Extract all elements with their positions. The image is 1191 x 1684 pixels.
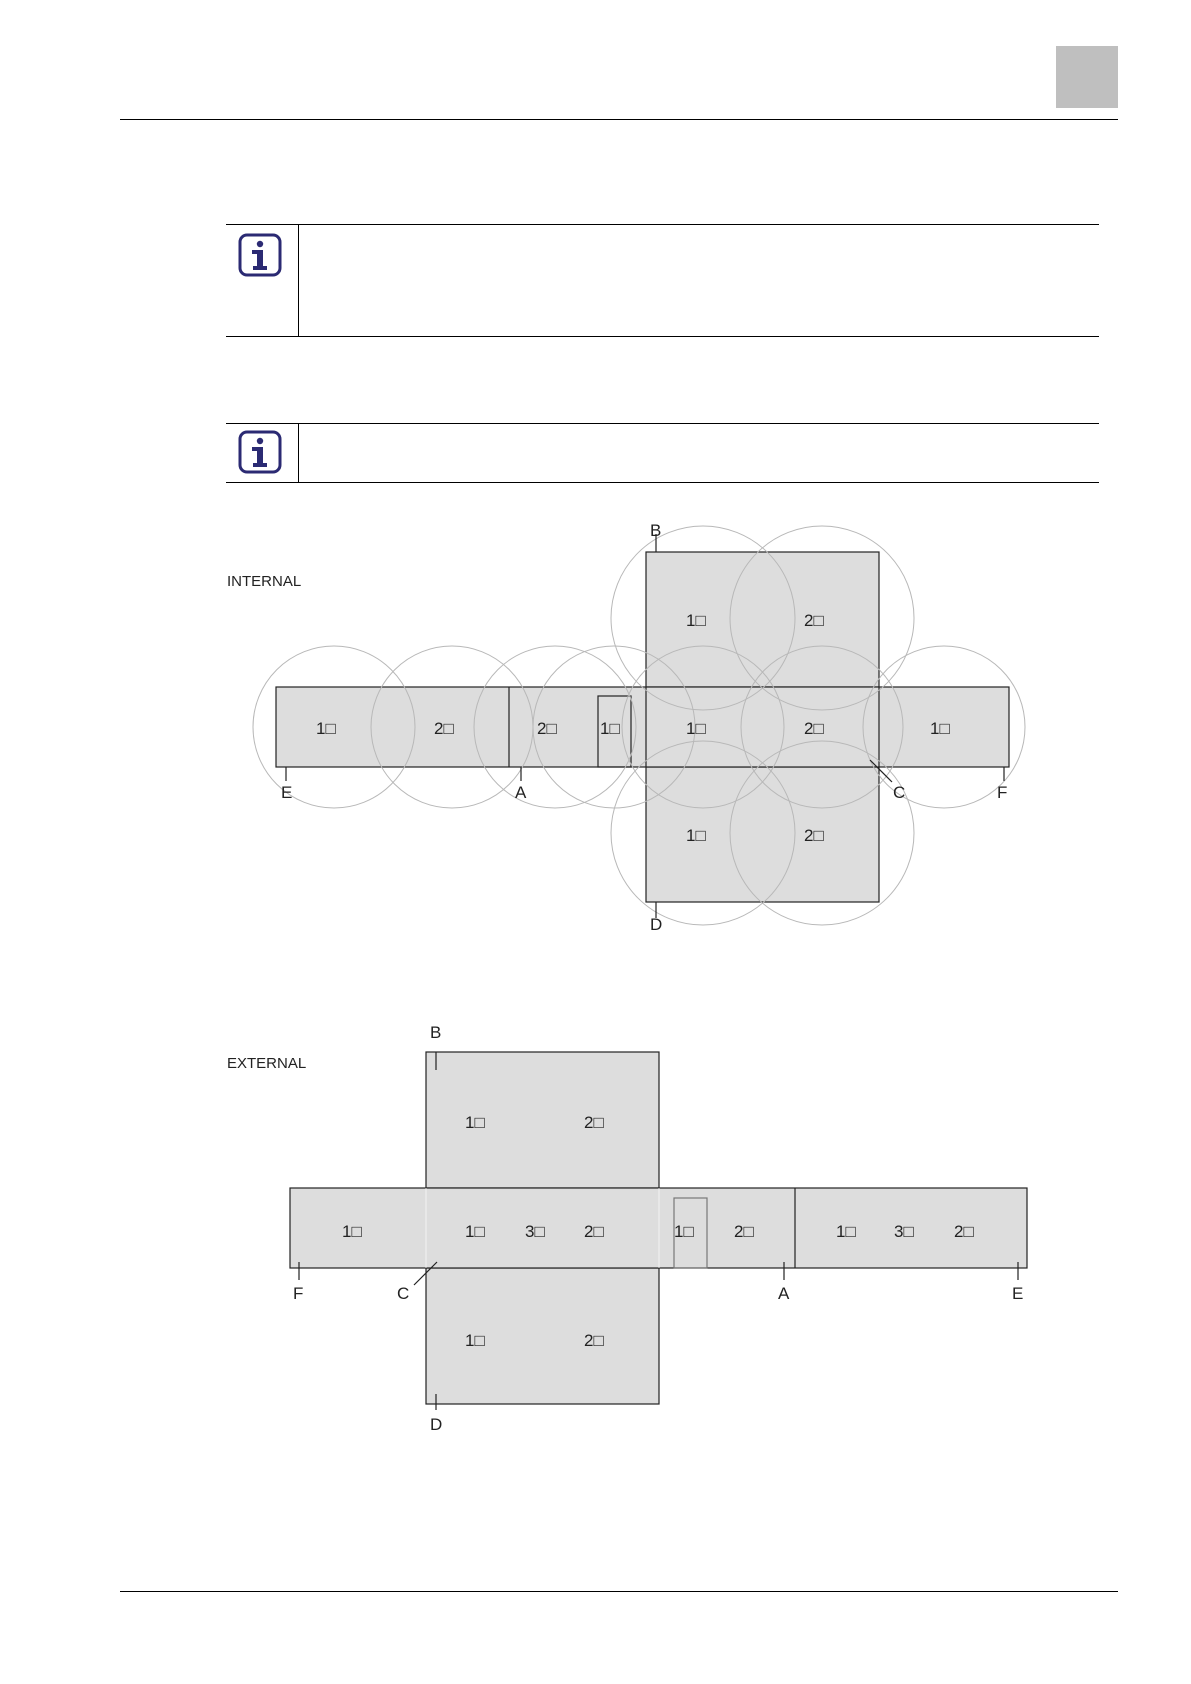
external-wall-d [426, 1268, 659, 1404]
zone-label: 3□ [525, 1222, 545, 1241]
zone-label: 1□ [600, 719, 620, 738]
zone-label: 3□ [894, 1222, 914, 1241]
footer-rule [120, 1591, 1118, 1592]
marker-a: A [515, 783, 527, 802]
zone-label: 1□ [674, 1222, 694, 1241]
zone-label: 2□ [584, 1222, 604, 1241]
marker-e: E [281, 783, 293, 802]
marker-f: F [293, 1284, 304, 1303]
marker-d: D [650, 915, 663, 934]
marker-b: B [650, 521, 662, 540]
internal-title: INTERNAL [227, 573, 302, 590]
zone-label: 2□ [537, 719, 557, 738]
marker-d: D [430, 1415, 443, 1434]
marker-e: E [1012, 1284, 1024, 1303]
zone-label: 2□ [804, 719, 824, 738]
zone-label: 2□ [584, 1113, 604, 1132]
zone-label: 1□ [465, 1113, 485, 1132]
zone-label: 1□ [686, 611, 706, 630]
zone-label: 1□ [686, 826, 706, 845]
zone-label: 2□ [804, 611, 824, 630]
zone-label: 1□ [316, 719, 336, 738]
zone-label: 1□ [930, 719, 950, 738]
external-wall-b [426, 1052, 659, 1188]
zone-label: 1□ [465, 1222, 485, 1241]
marker-f: F [997, 783, 1008, 802]
marker-a: A [778, 1284, 790, 1303]
marker-c: C [893, 783, 906, 802]
marker-b: B [430, 1023, 442, 1042]
zone-label: 1□ [686, 719, 706, 738]
zone-label: 2□ [584, 1331, 604, 1350]
zone-label: 1□ [342, 1222, 362, 1241]
marker-c: C [397, 1284, 410, 1303]
zone-label: 2□ [804, 826, 824, 845]
zone-label: 2□ [954, 1222, 974, 1241]
zone-label: 2□ [734, 1222, 754, 1241]
zone-label: 2□ [434, 719, 454, 738]
external-title: EXTERNAL [227, 1055, 307, 1072]
zone-label: 1□ [836, 1222, 856, 1241]
zone-label: 1□ [465, 1331, 485, 1350]
